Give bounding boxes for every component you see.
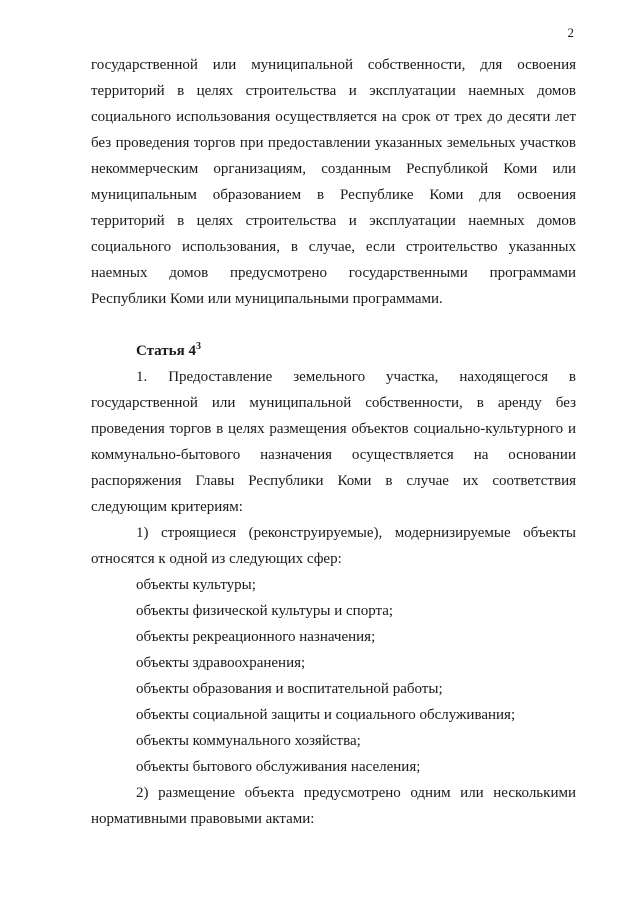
sphere-item: объекты здравоохранения; (136, 655, 306, 671)
sphere-item: объекты социальной защиты и социального обслуживания; (136, 707, 516, 723)
sphere-item: объекты коммунального хозяйства; (136, 733, 361, 749)
article-paragraph-1: 1. Предоставление земельного участка, находящегося в государственной или муниципальной собственности, в аренду без проведения торгов в целях размещения объектов социально-культурного и коммунально-бытового назначения осуществляется на основании распоряжения Главы Республики Коми в случае их соответствия следующим критериям: (91, 369, 576, 515)
sphere-item: объекты физической культуры и спорта; (136, 603, 394, 619)
sphere-item: объекты рекреационного назначения; (136, 629, 376, 645)
article-superscript: 3 (195, 341, 201, 352)
sphere-item: объекты культуры; (136, 577, 256, 593)
page-number: 2 (567, 25, 574, 40)
top-paragraph: государственной или муниципальной собственности, для освоения территорий в целях строительства и эксплуатации наемных домов социального использования осуществляется на срок от трех до десяти лет без проведения торгов при предоставлении указанных земельных участков некоммерческим организациям, созданным Республикой Коми или муниципальным образованием в Республике Коми для освоения территорий в целях строительства и эксплуатации наемных домов социального использования, в случае, если строительство указанных наемных домов предусмотрено государственными программами Республики Коми или муниципальными программами. (91, 57, 576, 307)
article-heading (91, 338, 576, 364)
sphere-item: объекты бытового обслуживания населения; (136, 759, 421, 775)
criterion-2: 2) размещение объекта предусмотрено одним или несколькими нормативными правовыми актами: (91, 785, 576, 827)
document-body (91, 52, 576, 832)
article-title: Статья 4 (136, 343, 196, 359)
sphere-item: объекты образования и воспитательной работы; (136, 681, 443, 697)
criterion-1: 1) строящиеся (реконструируемые), модернизируемые объекты относятся к одной из следующих сфер: (91, 525, 576, 567)
